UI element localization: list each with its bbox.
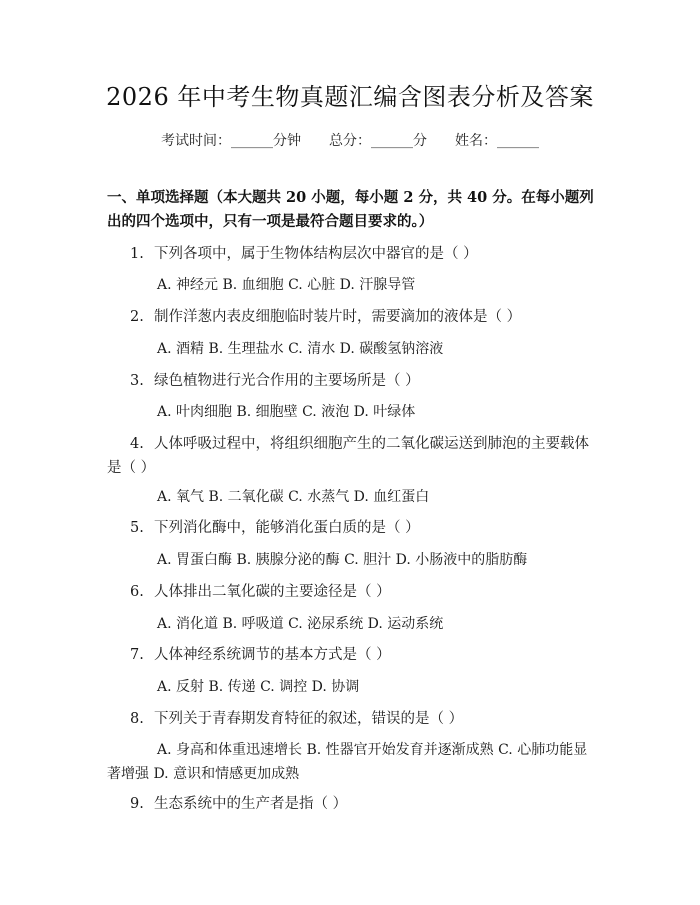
- question-stem: [107, 305, 597, 329]
- time-field: 考试时间：______分钟: [161, 133, 301, 149]
- question-stem: [107, 792, 597, 816]
- question-text: 下列消化酶中，能够消化蛋白质的是（ ）: [154, 520, 420, 536]
- options-text: A. 叶肉细胞 B. 细胞壁 C. 液泡 D. 叶绿体: [157, 404, 416, 420]
- options-text: A. 酒精 B. 生理盐水 C. 清水 D. 碳酸氢钠溶液: [157, 341, 444, 357]
- question-number: 6.: [130, 584, 144, 600]
- exam-meta-line: [0, 130, 700, 152]
- question-options: [107, 485, 597, 509]
- question-text: 绿色植物进行光合作用的主要场所是（ ）: [154, 373, 420, 389]
- question-text: 制作洋葱内表皮细胞临时装片时，需要滴加的液体是（ ）: [154, 309, 522, 325]
- question-number: 1.: [130, 246, 144, 262]
- question-text: 下列关于青春期发育特征的叙述，错误的是（ ）: [154, 711, 464, 727]
- question-stem: [107, 369, 597, 393]
- question-options: [107, 548, 597, 572]
- question-options: [107, 337, 597, 361]
- page-title: 2026 年中考生物真题汇编含图表分析及答案: [106, 83, 594, 111]
- question-text: 人体神经系统调节的基本方式是（ ）: [154, 647, 391, 663]
- question-number: 9.: [130, 796, 144, 812]
- question-stem: [107, 643, 597, 667]
- score-field: 总分：______分: [329, 133, 427, 149]
- options-text: A. 神经元 B. 血细胞 C. 心脏 D. 汗腺导管: [157, 277, 416, 293]
- question-options: [107, 675, 597, 699]
- options-text: A. 氧气 B. 二氧化碳 C. 水蒸气 D. 血红蛋白: [157, 489, 430, 505]
- question-options: [107, 273, 597, 297]
- question-options: [107, 400, 597, 424]
- question-text: 人体呼吸过程中，将组织细胞产生的二氧化碳运送到肺泡的主要载体是（ ）: [107, 436, 589, 476]
- section-heading: 一、单项选择题（本大题共 20 小题，每小题 2 分，共 40 分。在每小题列出的四个选项中，只有一项是最符合题目要求的。）: [107, 189, 594, 230]
- options-text: A. 胃蛋白酶 B. 胰腺分泌的酶 C. 胆汁 D. 小肠液中的脂肪酶: [157, 552, 528, 568]
- question-stem: [107, 516, 597, 540]
- name-field: 姓名：______: [455, 133, 539, 149]
- question-options: [107, 612, 597, 636]
- question-number: 3.: [130, 373, 144, 389]
- question-text: 下列各项中，属于生物体结构层次中器官的是（ ）: [154, 246, 478, 262]
- question-stem: [107, 242, 597, 266]
- question-number: 8.: [130, 711, 144, 727]
- question-stem: [107, 432, 597, 480]
- options-text: A. 消化道 B. 呼吸道 C. 泌尿系统 D. 运动系统: [157, 616, 444, 632]
- question-number: 2.: [130, 309, 144, 325]
- question-stem: [107, 707, 597, 731]
- question-text: 人体排出二氧化碳的主要途径是（ ）: [154, 584, 391, 600]
- question-number: 4.: [130, 436, 144, 452]
- options-text: A. 身高和体重迅速增长 B. 性器官开始发育并逐渐成熟 C. 心肺功能显著增强 D. 意识和情感更加成熟: [107, 742, 588, 782]
- question-number: 7.: [130, 647, 144, 663]
- question-options: [107, 738, 597, 786]
- question-stem: [107, 580, 597, 604]
- options-text: A. 反射 B. 传递 C. 调控 D. 协调: [157, 679, 360, 695]
- question-text: 生态系统中的生产者是指（ ）: [154, 796, 348, 812]
- question-number: 5.: [130, 520, 144, 536]
